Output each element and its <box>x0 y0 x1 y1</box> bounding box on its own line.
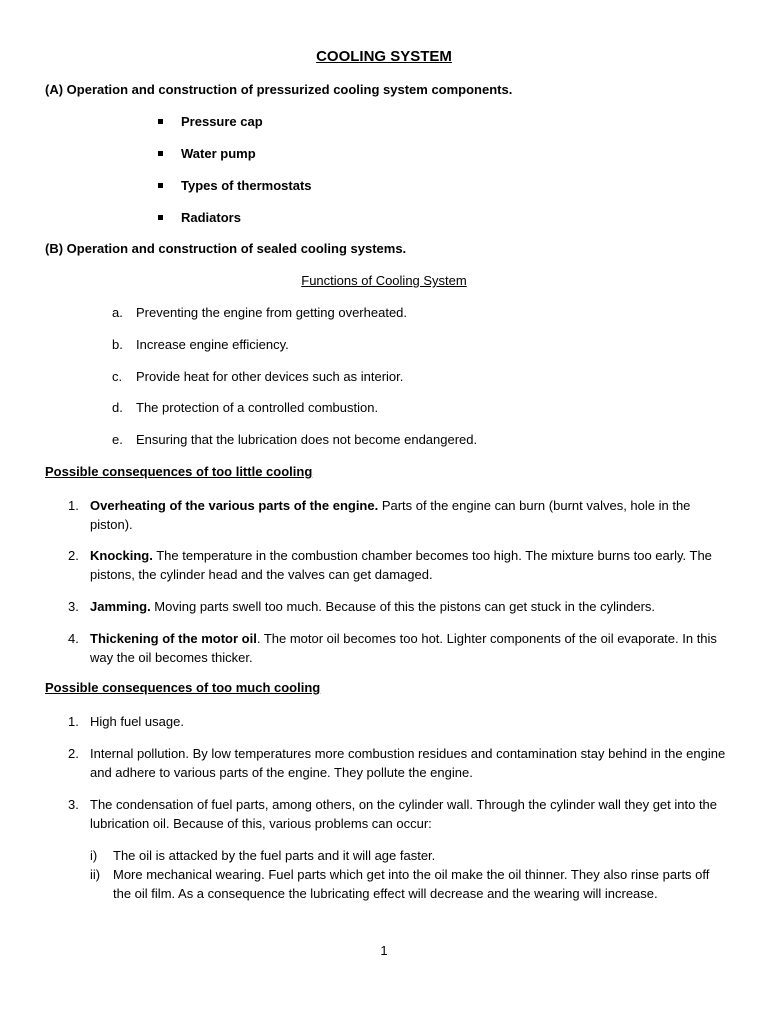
component-item: Types of thermostats <box>158 178 312 193</box>
functions-heading: Functions of Cooling System <box>301 273 467 288</box>
component-item: Radiators <box>158 210 241 225</box>
page-title: COOLING SYSTEM <box>316 48 452 65</box>
section-b-heading: (B) Operation and construction of sealed cooling systems. <box>45 241 407 256</box>
bullet-square-icon <box>158 215 163 220</box>
function-item: d. The protection of a controlled combustion. <box>112 400 379 415</box>
function-item: b. Increase engine efficiency. <box>112 337 289 352</box>
component-item: Water pump <box>158 146 256 161</box>
bullet-square-icon <box>158 151 163 156</box>
function-item: e. Ensuring that the lubrication does not become endangered. <box>112 432 478 447</box>
too-much-cooling-heading: Possible consequences of too much cooling <box>45 680 321 695</box>
function-item: a. Preventing the engine from getting overheated. <box>112 305 408 320</box>
bullet-square-icon <box>158 119 163 124</box>
function-item: c. Provide heat for other devices such as interior. <box>112 369 404 384</box>
component-item: Pressure cap <box>158 114 263 129</box>
page-number: 1 <box>380 943 388 958</box>
section-a-heading: (A) Operation and construction of pressurized cooling system components. <box>45 82 513 97</box>
too-little-cooling-heading: Possible consequences of too little cooling <box>45 464 313 479</box>
bullet-square-icon <box>158 183 163 188</box>
